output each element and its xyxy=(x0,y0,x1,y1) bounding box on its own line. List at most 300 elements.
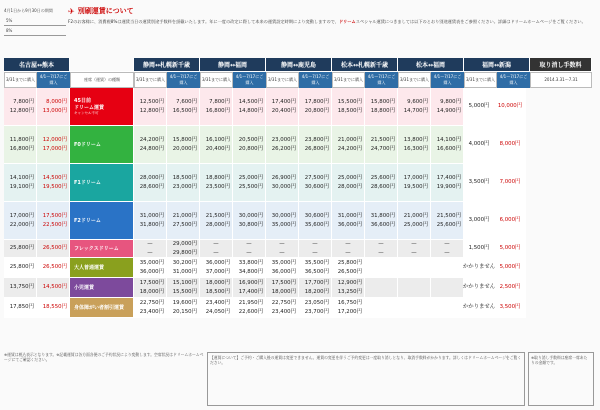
fare-period-a xyxy=(4,126,37,164)
fare-value: 31,000円 xyxy=(139,212,164,219)
refund-after xyxy=(495,164,526,202)
fare-value: — xyxy=(213,249,219,256)
route-header: 静岡↔鹿児島 xyxy=(266,58,332,72)
fare-value: — xyxy=(345,249,351,256)
fare-cell xyxy=(365,258,398,278)
seat-type xyxy=(70,126,134,164)
fare-value: 19,600円 xyxy=(172,299,197,306)
fare-cell xyxy=(299,278,332,298)
fare-value: 12,800円 xyxy=(9,107,34,114)
fare-value: — xyxy=(246,240,252,247)
fare-value: 17,400円 xyxy=(436,174,461,181)
fare-cell xyxy=(398,126,431,164)
fare-value: 33,800円 xyxy=(238,259,263,266)
fare-cell xyxy=(299,126,332,164)
fare-value: 31,000円 xyxy=(337,212,362,219)
period-b: 4/1〜7/17にご購入 xyxy=(299,72,332,88)
side-note-row-2: 8% xyxy=(4,26,66,36)
fare-value: 36,000円 xyxy=(337,221,362,228)
fare-value: 25,000円 xyxy=(403,221,428,228)
fare-cell xyxy=(167,164,200,202)
fare-cell xyxy=(167,278,200,298)
period-b: 4/1〜7/17にご購入 xyxy=(233,72,266,88)
fare-cell xyxy=(299,164,332,202)
fare-value: 15,500円 xyxy=(172,288,197,295)
period-a: 3/31までに購入 xyxy=(200,72,233,88)
fare-value: 15,100円 xyxy=(172,279,197,286)
refund-before xyxy=(464,164,495,202)
fare-cell xyxy=(200,298,233,318)
fare-value: 27,500円 xyxy=(172,221,197,228)
fare-cell xyxy=(167,258,200,278)
table-row xyxy=(4,88,594,126)
seat-type xyxy=(70,278,134,298)
fare-value: 28,000円 xyxy=(205,221,230,228)
fare-cell xyxy=(332,258,365,278)
seat-name: F1ドリーム xyxy=(74,180,101,186)
notice-title xyxy=(68,6,594,16)
refund-value: 3,000円 xyxy=(468,217,490,223)
fare-value: — xyxy=(345,240,351,247)
fare-value: — xyxy=(444,240,450,247)
period-a: 3/31までに購入 xyxy=(332,72,365,88)
route-header: 静岡↔福岡 xyxy=(200,58,266,72)
fare-cell xyxy=(200,258,233,278)
fare-period-a xyxy=(4,298,37,318)
fare-cell xyxy=(167,298,200,318)
fare-value: 17,000円 xyxy=(9,212,34,219)
refund-before xyxy=(464,126,495,164)
fare-value: — xyxy=(312,240,318,247)
table-row xyxy=(4,298,594,318)
route-header: 静岡↔札幌新千歳 xyxy=(134,58,200,72)
fare-value: 23,500円 xyxy=(205,183,230,190)
fare-value: 23,800円 xyxy=(304,136,329,143)
fare-value: 25,800円 xyxy=(9,264,34,270)
fare-value: 36,000円 xyxy=(139,268,164,275)
fare-value: 17,000円 xyxy=(403,174,428,181)
fare-cell xyxy=(332,126,365,164)
side-note-caption: 4月1日から9月30日の期間 xyxy=(4,8,53,13)
refund-after xyxy=(495,126,526,164)
fare-value: 16,800円 xyxy=(205,107,230,114)
fare-value: 18,500円 xyxy=(337,107,362,114)
fare-period-a xyxy=(4,240,37,258)
fare-value: 14,500円 xyxy=(42,284,67,290)
fare-value: 23,400円 xyxy=(271,308,296,315)
route-header: 福岡↔新潟 xyxy=(464,58,530,72)
fare-value: 21,500円 xyxy=(436,212,461,219)
fare-period-b xyxy=(37,278,70,298)
seat-type xyxy=(70,202,134,240)
refund-sub: 2014.3.31〜7.31 xyxy=(530,72,592,88)
refund-value: 5,000円 xyxy=(499,264,521,270)
fare-value: 28,000円 xyxy=(337,183,362,190)
refund-value: 3,500円 xyxy=(468,179,490,185)
seat-name: 小児運賃 xyxy=(74,285,95,291)
fare-cell xyxy=(365,278,398,298)
fare-value: 24,800円 xyxy=(139,145,164,152)
refund-value: 5,000円 xyxy=(499,245,521,251)
notice-text-1: F2のお客様に、消費税8%は運賃当日の運賃別途手数料を頂戴いたします。年に一度の改定に際して本来の運賃設定時期により変動しますので、 xyxy=(68,19,339,24)
fare-value: 14,100円 xyxy=(436,136,461,143)
seat-note: キャンセル不可 xyxy=(74,111,99,115)
fare-cell xyxy=(200,278,233,298)
table-row xyxy=(4,202,594,240)
fare-value: — xyxy=(213,240,219,247)
fare-value: 26,500円 xyxy=(337,268,362,275)
fare-value: 13,000円 xyxy=(42,107,67,114)
fare-value: 16,100円 xyxy=(205,136,230,143)
seat-type xyxy=(70,298,134,318)
fare-cell xyxy=(233,88,266,126)
fare-value: — xyxy=(246,249,252,256)
fare-cell xyxy=(266,298,299,318)
fare-value: 25,600円 xyxy=(436,221,461,228)
fare-cell xyxy=(299,88,332,126)
fare-value: 23,000円 xyxy=(172,183,197,190)
fare-period-a xyxy=(4,164,37,202)
fare-value: 21,000円 xyxy=(403,212,428,219)
fare-cell xyxy=(134,164,167,202)
fare-value: 31,800円 xyxy=(370,212,395,219)
airplane-icon: ✈ xyxy=(68,6,75,16)
fare-cell xyxy=(134,240,167,258)
fare-cell xyxy=(431,126,464,164)
table-row xyxy=(4,258,594,278)
fare-value: 18,000円 xyxy=(205,279,230,286)
fare-value: — xyxy=(279,249,285,256)
fare-value: 22,750円 xyxy=(139,299,164,306)
refund-before xyxy=(464,88,495,126)
fare-value: 25,600円 xyxy=(370,174,395,181)
period-a: 3/31までに購入 xyxy=(134,72,167,88)
period-a: 3/31までに購入 xyxy=(266,72,299,88)
fare-period-b xyxy=(37,240,70,258)
refund-value: 8,000円 xyxy=(499,141,521,147)
notice-box xyxy=(68,6,594,54)
fare-value: 25,000円 xyxy=(238,174,263,181)
table-row xyxy=(4,240,594,258)
fare-value: 30,200円 xyxy=(172,259,197,266)
fare-value: 27,500円 xyxy=(304,174,329,181)
footer-middle: 【運賃について】ご予約・ご購入後の運賃は変更できません。運賃の変更を伴うご予約変更は一度取り消しとなり、取消手数料がかかります。詳しくはドリームホームページをご覧ください。 xyxy=(207,352,525,406)
seat-type xyxy=(70,88,134,126)
seat-header-blank xyxy=(70,58,134,72)
fare-value: 36,500円 xyxy=(304,268,329,275)
fare-value: 21,000円 xyxy=(337,136,362,143)
fare-value: 30,000円 xyxy=(271,183,296,190)
fare-cell xyxy=(266,126,299,164)
fare-value: 18,200円 xyxy=(304,288,329,295)
fare-cell xyxy=(365,298,398,318)
period-b: 4/1〜7/17にご購入 xyxy=(431,72,464,88)
fare-cell xyxy=(299,202,332,240)
fare-value: 12,800円 xyxy=(139,107,164,114)
fare-cell xyxy=(431,298,464,318)
fare-cell xyxy=(233,240,266,258)
fare-value: 22,600円 xyxy=(238,308,263,315)
fare-value: 14,900円 xyxy=(436,107,461,114)
fare-value: 7,800円 xyxy=(13,98,34,105)
fare-cell xyxy=(233,258,266,278)
fare-value: 26,200円 xyxy=(271,145,296,152)
refund-after xyxy=(495,202,526,240)
fare-period-b xyxy=(37,258,70,278)
fare-value: 20,000円 xyxy=(172,145,197,152)
fare-value: 9,600円 xyxy=(407,98,428,105)
fare-value: 16,300円 xyxy=(403,145,428,152)
refund-after xyxy=(495,278,526,298)
fare-value: 16,800円 xyxy=(9,145,34,152)
seat-name: F0ドリーム xyxy=(74,142,101,148)
seat-name: F2ドリーム xyxy=(74,218,101,224)
fare-value: 21,000円 xyxy=(172,212,197,219)
fare-value: 20,150円 xyxy=(172,308,197,315)
fare-value: 16,900円 xyxy=(238,279,263,286)
refund-before xyxy=(464,258,495,278)
fare-cell xyxy=(332,240,365,258)
fare-value: 18,800円 xyxy=(370,107,395,114)
fare-cell xyxy=(365,164,398,202)
side-note-row-1: 5% xyxy=(4,16,66,26)
fare-cell xyxy=(266,88,299,126)
fare-cell xyxy=(266,258,299,278)
fare-value: 17,200円 xyxy=(337,308,362,315)
fare-cell xyxy=(200,164,233,202)
fare-value: 24,050円 xyxy=(205,308,230,315)
side-note xyxy=(4,8,66,36)
seat-type-header: 座席（運賃）の種類 xyxy=(70,72,134,88)
fare-cell xyxy=(431,240,464,258)
fare-value: 23,400円 xyxy=(205,299,230,306)
fare-value: 15,800円 xyxy=(370,98,395,105)
fare-value: 23,700円 xyxy=(304,308,329,315)
route-header: 松本↔札幌新千歳 xyxy=(332,58,398,72)
period-b: 4/1〜7/17にご購入 xyxy=(167,72,200,88)
fare-value: 25,800円 xyxy=(9,245,34,251)
fare-value: 28,000円 xyxy=(139,174,164,181)
fare-value: 26,900円 xyxy=(271,174,296,181)
fare-cell xyxy=(266,240,299,258)
fare-cell xyxy=(299,298,332,318)
fare-value: 17,850円 xyxy=(9,304,34,310)
fare-cell xyxy=(167,126,200,164)
fare-value: 21,500円 xyxy=(370,136,395,143)
fare-cell xyxy=(398,88,431,126)
footer-left: ※運賃は税込表示となります。※記載運賃は各方面各便のご予約状況により変動します。空席状況はドリームホームページにてご確認ください。 xyxy=(4,352,204,363)
fare-cell xyxy=(332,88,365,126)
table-row xyxy=(4,278,594,298)
fare-value: 30,000円 xyxy=(238,212,263,219)
table-row xyxy=(4,164,594,202)
fare-period-b xyxy=(37,202,70,240)
fare-value: 26,500円 xyxy=(42,264,67,270)
fare-value: 22,500円 xyxy=(42,221,67,228)
fare-value: 24,700円 xyxy=(370,145,395,152)
seat-type xyxy=(70,240,134,258)
refund-after xyxy=(495,240,526,258)
fare-period-a xyxy=(4,88,37,126)
fare-value: 20,800円 xyxy=(238,145,263,152)
fare-value: 24,200円 xyxy=(139,136,164,143)
refund-header: 取り消し手数料 xyxy=(530,58,592,72)
fare-value: 30,800円 xyxy=(238,221,263,228)
fare-period-a xyxy=(4,258,37,278)
fare-period-b xyxy=(37,126,70,164)
fare-value: 20,500円 xyxy=(238,136,263,143)
fare-value: 14,500円 xyxy=(238,98,263,105)
fare-value: 28,600円 xyxy=(139,183,164,190)
period-a: 3/31までに購入 xyxy=(398,72,431,88)
fare-value: 19,900円 xyxy=(436,183,461,190)
fare-value: 24,200円 xyxy=(337,145,362,152)
fare-value: 17,800円 xyxy=(304,98,329,105)
refund-value: 4,000円 xyxy=(468,141,490,147)
fare-cell xyxy=(398,258,431,278)
fare-value: 14,700円 xyxy=(403,107,428,114)
fare-value: 26,500円 xyxy=(42,245,67,251)
fare-value: 30,000円 xyxy=(271,212,296,219)
fare-cell xyxy=(233,278,266,298)
fare-value: 22,750円 xyxy=(271,299,296,306)
notice-highlight: ドリーム xyxy=(338,19,356,24)
fare-value: 19,100円 xyxy=(9,183,34,190)
fare-value: 7,800円 xyxy=(209,98,230,105)
fare-cell xyxy=(299,240,332,258)
fare-cell xyxy=(365,126,398,164)
notice-title-text: 別刷運賃について xyxy=(77,7,134,15)
notice-body xyxy=(68,19,594,25)
fare-value: 17,500円 xyxy=(139,279,164,286)
refund-value: 3,500円 xyxy=(499,304,521,310)
fare-value: 14,500円 xyxy=(42,174,67,181)
route-header: 松本↔福岡 xyxy=(398,58,464,72)
seat-type xyxy=(70,258,134,278)
fare-value: 16,500円 xyxy=(172,107,197,114)
header-periods xyxy=(4,72,594,88)
fare-cell xyxy=(233,298,266,318)
refund-value: 5,000円 xyxy=(468,103,490,109)
fare-value: 17,400円 xyxy=(238,288,263,295)
fare-value: 23,400円 xyxy=(139,308,164,315)
footer-right: ※取り消し手数料は座席一席あたりの金額です。 xyxy=(528,352,594,406)
fare-cell xyxy=(431,164,464,202)
fare-cell xyxy=(167,240,200,258)
seat-name: 大人普通運賃 xyxy=(74,265,105,271)
fare-cell xyxy=(134,202,167,240)
fare-cell xyxy=(431,258,464,278)
fare-value: 25,000円 xyxy=(337,174,362,181)
period-b: 4/1〜7/17にご購入 xyxy=(365,72,398,88)
fare-value: 22,000円 xyxy=(9,221,34,228)
fare-value: 18,500円 xyxy=(205,288,230,295)
fare-cell xyxy=(398,298,431,318)
fare-cell xyxy=(134,88,167,126)
fare-period-b xyxy=(37,298,70,318)
fare-value: 18,800円 xyxy=(205,174,230,181)
fare-cell xyxy=(398,202,431,240)
fare-value: 19,500円 xyxy=(403,183,428,190)
fare-value: 13,250円 xyxy=(337,288,362,295)
period-b: 4/1〜7/17にご購入 xyxy=(497,72,530,88)
fare-value: 14,800円 xyxy=(238,107,263,114)
fare-cell xyxy=(332,278,365,298)
fare-cell xyxy=(200,88,233,126)
fare-value: 28,600円 xyxy=(370,183,395,190)
fare-value: 35,000円 xyxy=(271,259,296,266)
fare-value: 18,000円 xyxy=(139,288,164,295)
fare-value: 18,500円 xyxy=(172,174,197,181)
fare-value: 29,000円 xyxy=(172,240,197,247)
fare-cell xyxy=(299,258,332,278)
fare-value: 36,600円 xyxy=(370,221,395,228)
refund-value: かかりません xyxy=(462,264,496,270)
refund-before xyxy=(464,240,495,258)
refund-before xyxy=(464,278,495,298)
period-a: 3/31までに購入 xyxy=(464,72,497,88)
period-a: 3/31までに購入 xyxy=(4,72,37,88)
seat-name: フレックスドリーム xyxy=(74,246,119,252)
fare-cell xyxy=(266,202,299,240)
fare-value: 17,700円 xyxy=(304,279,329,286)
fare-value: 21,950円 xyxy=(238,299,263,306)
fare-period-a xyxy=(4,278,37,298)
footer-notes xyxy=(4,352,594,406)
fare-value: 35,600円 xyxy=(304,221,329,228)
refund-before xyxy=(464,202,495,240)
fare-value: 15,500円 xyxy=(337,98,362,105)
fare-value: 34,800円 xyxy=(238,268,263,275)
route-header: 名古屋↔熊本 xyxy=(4,58,70,72)
fare-value: 23,050円 xyxy=(304,299,329,306)
fare-value: 35,000円 xyxy=(139,259,164,266)
fare-value: — xyxy=(147,240,153,247)
fare-value: 31,000円 xyxy=(172,268,197,275)
fare-cell xyxy=(233,164,266,202)
fare-value: 7,600円 xyxy=(176,98,197,105)
fare-cell xyxy=(200,202,233,240)
seat-name: ドリーム運賃 xyxy=(74,105,105,111)
fare-cell xyxy=(233,202,266,240)
fare-period-b xyxy=(37,164,70,202)
fare-value: 35,500円 xyxy=(304,259,329,266)
fare-value: 16,750円 xyxy=(337,299,362,306)
fare-value: 12,900円 xyxy=(337,279,362,286)
fare-value: 12,000円 xyxy=(42,136,67,143)
seat-type xyxy=(70,164,134,202)
fare-cell xyxy=(365,88,398,126)
fare-cell xyxy=(200,126,233,164)
fare-value: 20,400円 xyxy=(271,107,296,114)
fare-value: 17,400円 xyxy=(271,98,296,105)
fare-value: 37,000円 xyxy=(205,268,230,275)
fare-value: 9,800円 xyxy=(440,98,461,105)
fare-value: 30,600円 xyxy=(304,183,329,190)
fare-value: 20,400円 xyxy=(205,145,230,152)
fare-cell xyxy=(167,202,200,240)
fare-value: 26,800円 xyxy=(304,145,329,152)
fare-table xyxy=(4,58,594,348)
fare-cell xyxy=(332,164,365,202)
refund-value: 2,500円 xyxy=(499,284,521,290)
fare-value: — xyxy=(378,249,384,256)
notice-text-2: スペシャル運賃につきましては以下のとおり別途運賃表をご参照ください。詳細はドリームホームページをご覧ください。 xyxy=(355,19,586,24)
fare-cell xyxy=(233,126,266,164)
refund-value: 7,000円 xyxy=(499,179,521,185)
seat-sub: 45日前 xyxy=(74,98,91,104)
header-routes xyxy=(4,58,594,72)
